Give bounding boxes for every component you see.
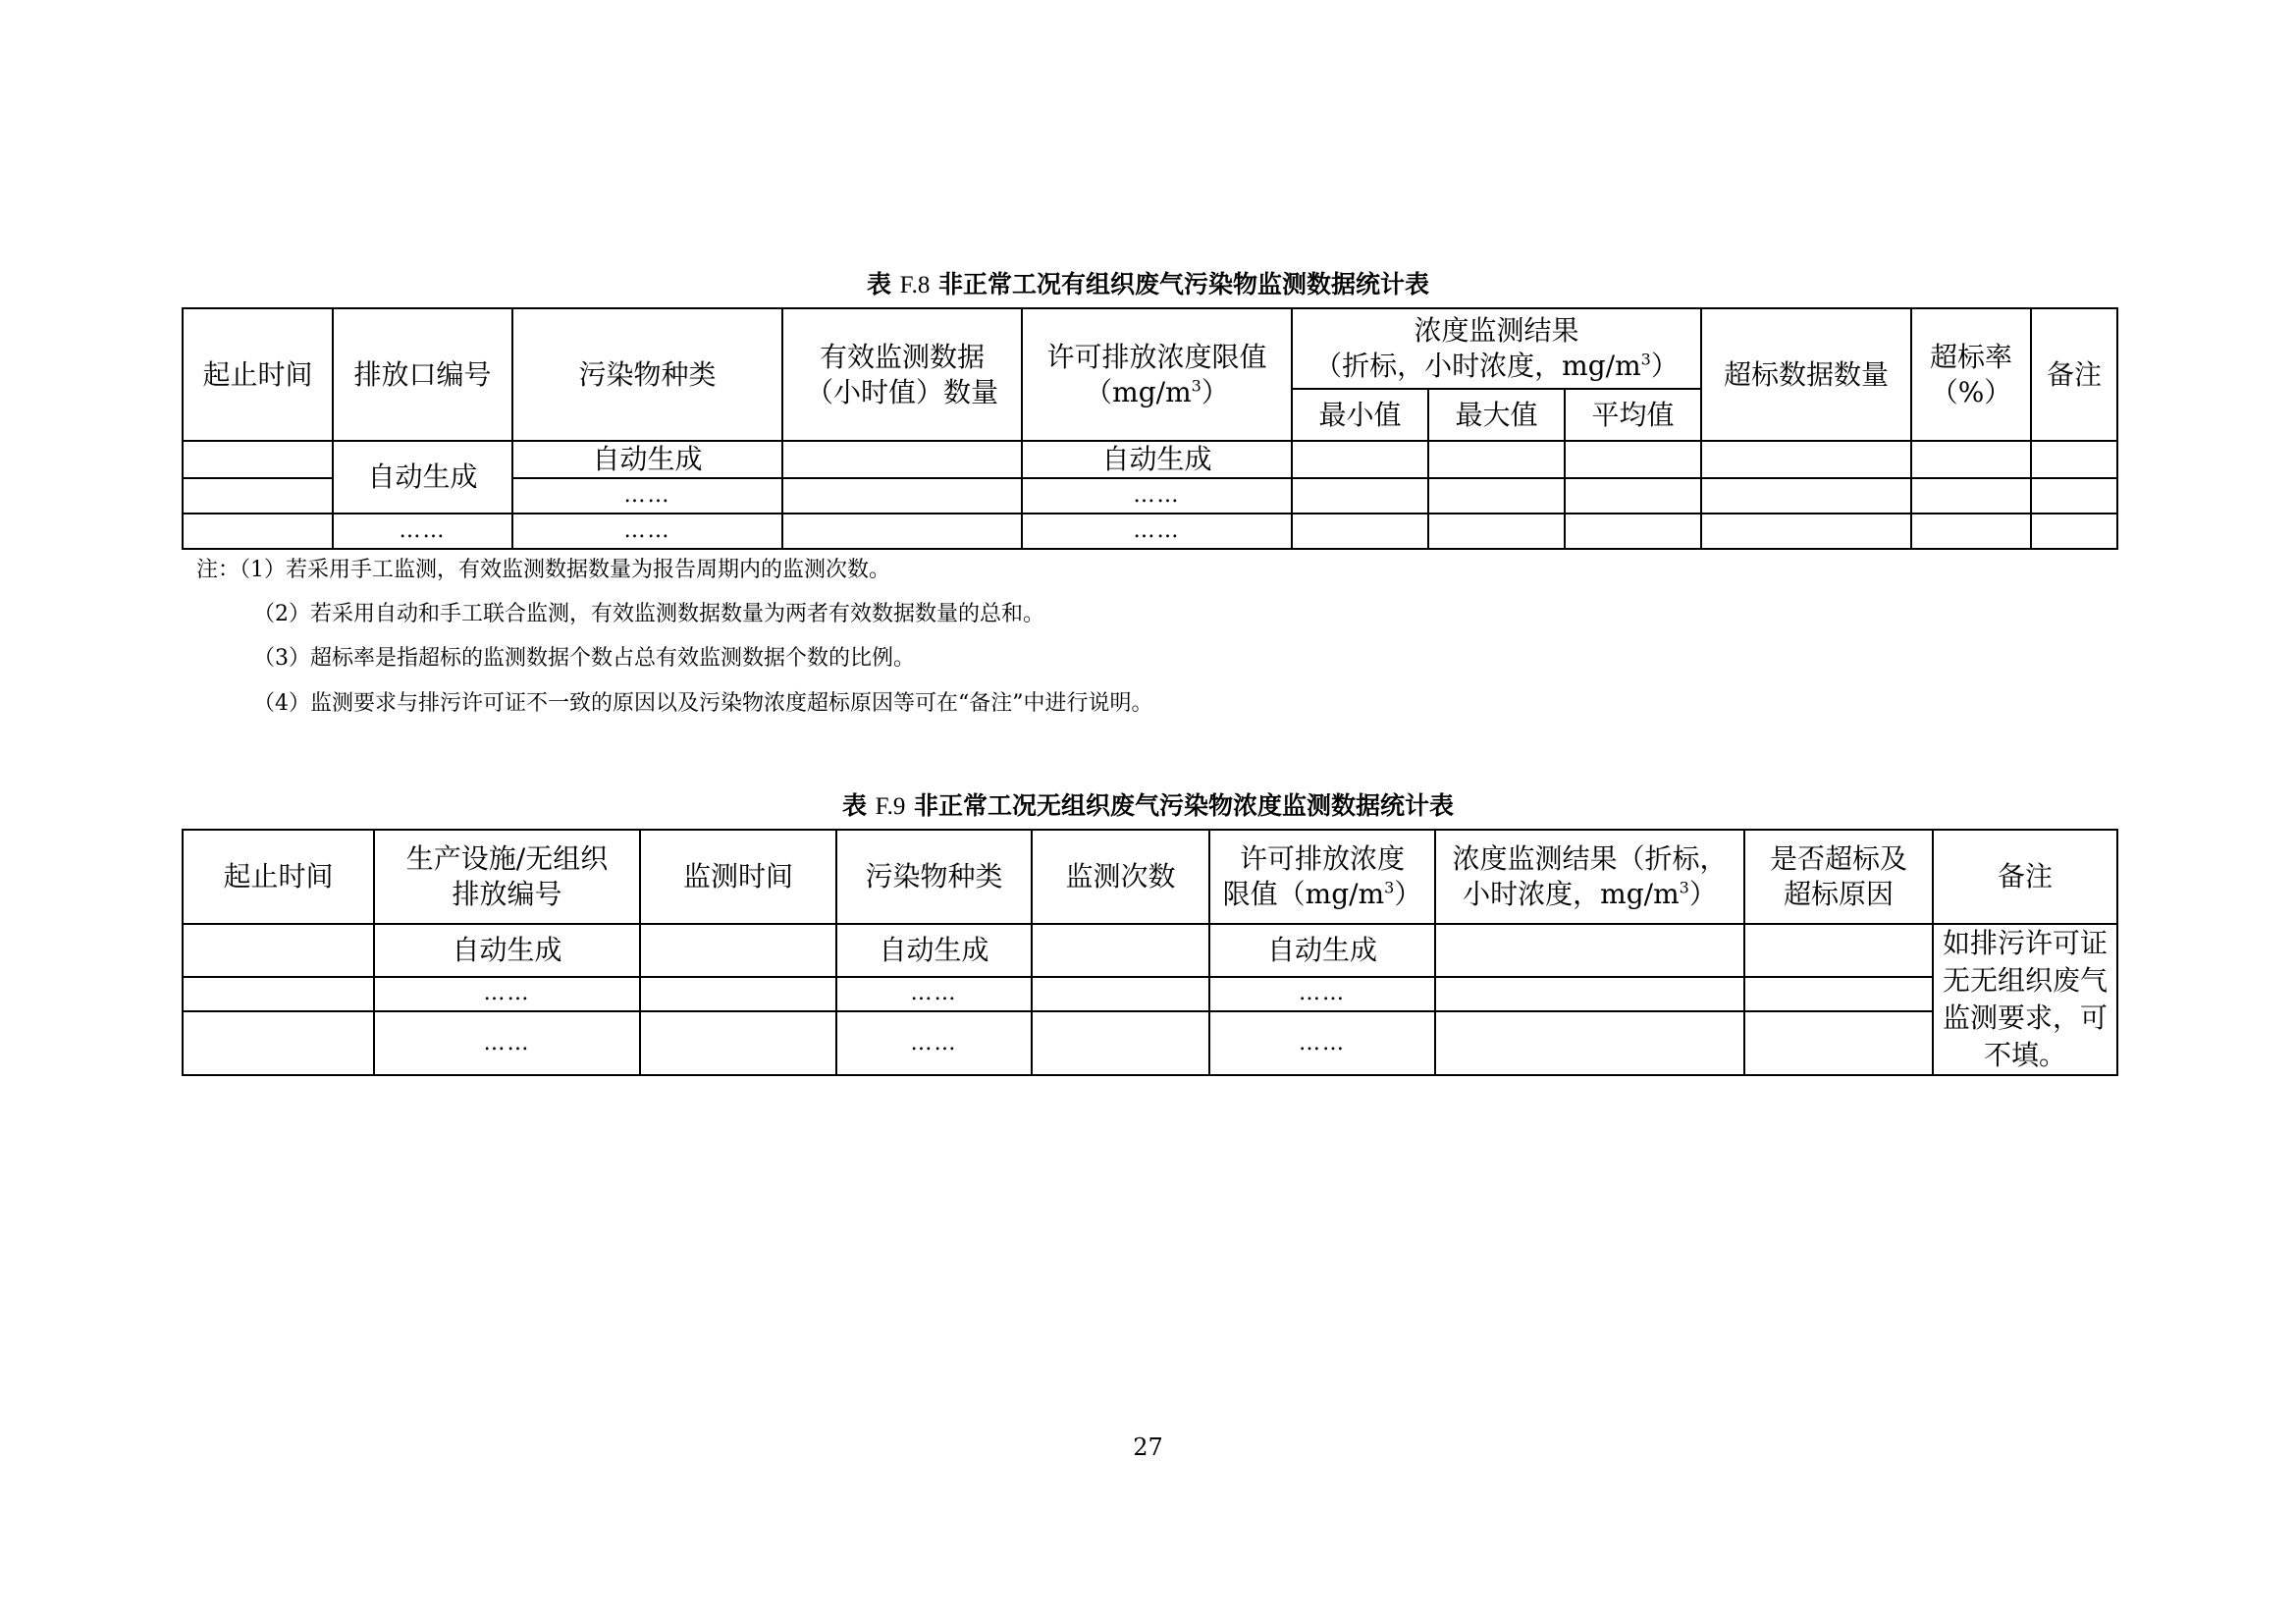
cell xyxy=(1292,441,1428,478)
header-max: 最大值 xyxy=(1428,389,1565,441)
cell xyxy=(1911,441,2031,478)
cell-auto: 自动生成 xyxy=(512,441,782,478)
cell xyxy=(782,441,1022,478)
header-facility xyxy=(374,830,640,924)
cell-dots: …… xyxy=(512,478,782,514)
table-row xyxy=(183,924,2117,977)
header-limit-line1: 许可排放浓度 xyxy=(1239,842,1405,875)
header-concentration xyxy=(1292,308,1701,389)
header-avg: 平均值 xyxy=(1565,389,1701,441)
header-exceed-rate-line1: 超标率 xyxy=(1930,340,2013,373)
cell xyxy=(782,478,1022,514)
table-f9 xyxy=(182,829,2118,1076)
cell xyxy=(183,514,333,549)
header-concentration-line2: 小时浓度，$mg/m^3$） xyxy=(1463,878,1717,910)
note-1: 注：（1）若采用手工监测，有效监测数据数量为报告周期内的监测次数。 xyxy=(196,558,890,582)
header-pollutant: 污染物种类 xyxy=(512,308,782,441)
header-exceed xyxy=(1744,830,1933,924)
cell-auto: 自动生成 xyxy=(333,441,512,514)
cell xyxy=(2031,441,2117,478)
header-concentration xyxy=(1435,830,1744,924)
cell xyxy=(1435,977,1744,1011)
cell xyxy=(1565,514,1701,549)
cell-dots: …… xyxy=(512,514,782,549)
header-facility-line1: 生产设施/无组织 xyxy=(405,842,609,875)
note-4: （4）监测要求与排污许可证不一致的原因以及污染物浓度超标原因等可在“备注”中进行说明。 xyxy=(253,691,1153,716)
header-limit-line1: 许可排放浓度限值 xyxy=(1046,340,1267,373)
header-facility-line2: 排放编号 xyxy=(452,878,562,910)
cell-dots: …… xyxy=(374,977,640,1011)
header-pollutant: 污染物种类 xyxy=(836,830,1032,924)
cell-dots: …… xyxy=(333,514,512,549)
cell xyxy=(1292,514,1428,549)
header-monitor-time: 监测时间 xyxy=(640,830,836,924)
header-outlet: 排放口编号 xyxy=(333,308,512,441)
caption-id: F.9 xyxy=(875,793,906,820)
cell xyxy=(1032,1011,1209,1075)
cell xyxy=(1744,1011,1933,1075)
cell xyxy=(1744,924,1933,977)
cell xyxy=(2031,514,2117,549)
table-row xyxy=(183,441,2117,478)
table-f8 xyxy=(182,307,2118,550)
header-exceed-line2: 超标原因 xyxy=(1783,878,1894,910)
cell-auto: 自动生成 xyxy=(1022,441,1292,478)
cell xyxy=(1701,514,1911,549)
cell xyxy=(2031,478,2117,514)
cell xyxy=(782,514,1022,549)
cell-auto: 自动生成 xyxy=(374,924,640,977)
caption-prefix: 表 xyxy=(841,791,867,820)
header-time: 起止时间 xyxy=(183,830,374,924)
note-3: （3）超标率是指超标的监测数据个数占总有效监测数据个数的比例。 xyxy=(253,646,915,671)
header-remarks: 备注 xyxy=(1933,830,2117,924)
caption-id: F.8 xyxy=(899,272,931,298)
cell xyxy=(1032,977,1209,1011)
cell-dots: …… xyxy=(836,1011,1032,1075)
cell-dots: …… xyxy=(1209,1011,1435,1075)
cell xyxy=(183,1011,374,1075)
cell-dots: …… xyxy=(1022,514,1292,549)
cell xyxy=(1565,478,1701,514)
header-limit xyxy=(1022,308,1292,441)
header-limit xyxy=(1209,830,1435,924)
cell xyxy=(1292,478,1428,514)
cell-auto: 自动生成 xyxy=(836,924,1032,977)
table-row xyxy=(183,1011,2117,1075)
header-limit-line2: $(mg/m^3)$ xyxy=(1085,375,1229,408)
cell xyxy=(640,924,836,977)
cell xyxy=(1911,478,2031,514)
table-f8-caption xyxy=(0,265,2296,300)
cell xyxy=(1565,441,1701,478)
remark-note: 如排污许可证无无组织废气监测要求，可不填。 xyxy=(1933,924,2117,1075)
cell xyxy=(1744,977,1933,1011)
table-f9-caption xyxy=(0,786,2296,822)
cell xyxy=(1428,441,1565,478)
note-2: （2）若采用自动和手工联合监测，有效监测数据数量为两者有效数据数量的总和。 xyxy=(253,602,1044,626)
cell xyxy=(640,1011,836,1075)
header-concentration-line1: 浓度监测结果 xyxy=(1414,314,1579,347)
cell xyxy=(183,478,333,514)
cell xyxy=(183,441,333,478)
header-valid-count-line2: （小时值）数量 xyxy=(805,375,998,408)
caption-prefix: 表 xyxy=(866,270,891,298)
header-exceed-line1: 是否超标及 xyxy=(1769,842,1907,875)
header-exceed-rate-line2: （%） xyxy=(1930,375,2012,408)
cell xyxy=(1435,924,1744,977)
header-valid-count-line1: 有效监测数据 xyxy=(819,340,985,373)
cell xyxy=(1428,478,1565,514)
cell xyxy=(183,924,374,977)
header-exceed-rate xyxy=(1911,308,2031,441)
cell xyxy=(1911,514,2031,549)
cell-auto: 自动生成 xyxy=(1209,924,1435,977)
header-monitor-count: 监测次数 xyxy=(1032,830,1209,924)
cell-dots: …… xyxy=(1022,478,1292,514)
cell xyxy=(183,977,374,1011)
table-row xyxy=(183,977,2117,1011)
header-remarks: 备注 xyxy=(2031,308,2117,441)
cell-dots: …… xyxy=(836,977,1032,1011)
cell-dots: …… xyxy=(374,1011,640,1075)
header-min: 最小值 xyxy=(1292,389,1428,441)
cell xyxy=(1032,924,1209,977)
header-time: 起止时间 xyxy=(183,308,333,441)
header-limit-line2: 限值$(mg/m^3)$ xyxy=(1222,878,1422,910)
cell-dots: …… xyxy=(1209,977,1435,1011)
header-concentration-line1: 浓度监测结果（折标， xyxy=(1452,842,1728,875)
header-concentration-line2: （折标，小时浓度，$mg/m^3$） xyxy=(1314,350,1679,382)
page-number: 27 xyxy=(1133,1434,1163,1461)
cell xyxy=(1701,441,1911,478)
cell xyxy=(1435,1011,1744,1075)
caption-title: 非正常工况有组织废气污染物监测数据统计表 xyxy=(938,270,1430,298)
cell xyxy=(1428,514,1565,549)
header-exceed-count: 超标数据数量 xyxy=(1701,308,1911,441)
cell xyxy=(640,977,836,1011)
table-row xyxy=(183,514,2117,549)
cell xyxy=(1701,478,1911,514)
header-valid-count xyxy=(782,308,1022,441)
caption-title: 非正常工况无组织废气污染物浓度监测数据统计表 xyxy=(914,791,1455,820)
